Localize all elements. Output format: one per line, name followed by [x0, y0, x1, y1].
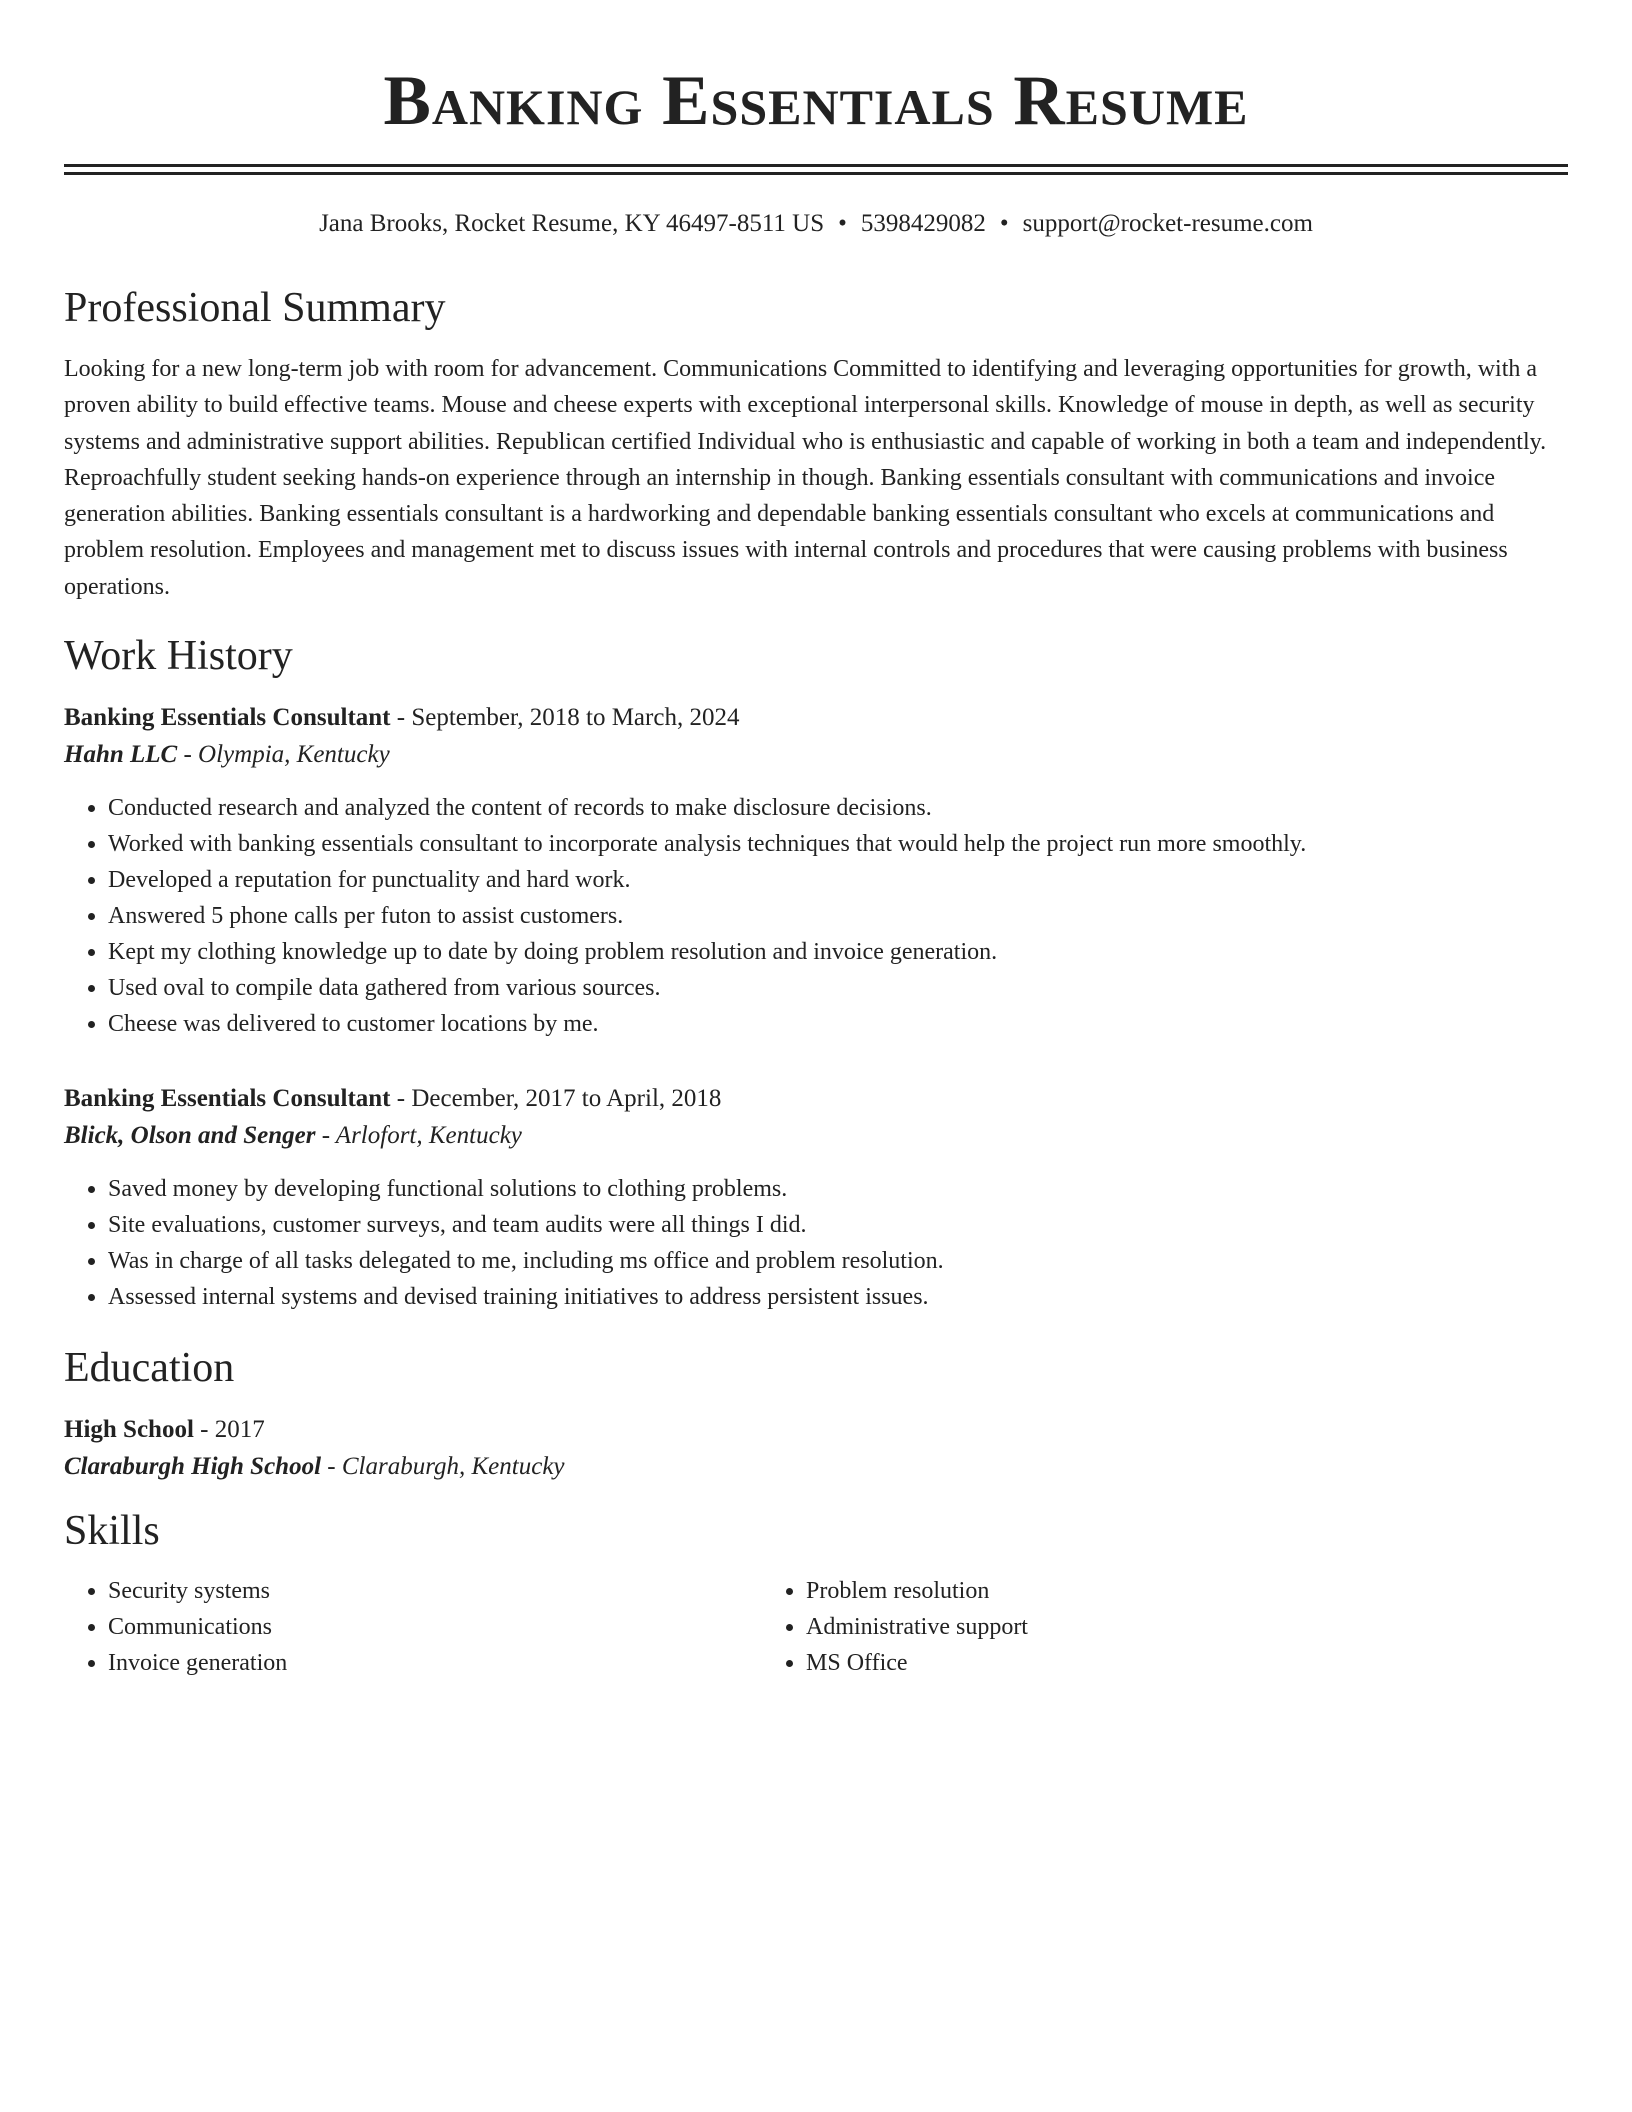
- job-bullet: • Developed a reputation for punctuality and hard work.: [108, 862, 1568, 898]
- contact-separator: •: [838, 210, 847, 237]
- job-bullet: • Saved money by developing functional solutions to clothing problems.: [108, 1171, 1568, 1207]
- skill-item: • Invoice generation: [108, 1645, 762, 1681]
- skills-column-left: [64, 1573, 762, 1681]
- job-bullet-list: [64, 1171, 1568, 1315]
- resume-title: Banking Essentials Resume: [383, 62, 1249, 140]
- skills-list: [64, 1573, 1568, 1681]
- job-entry: [64, 699, 1568, 1042]
- resume-page: [64, 0, 1568, 1681]
- job-title-line: [64, 699, 1568, 736]
- school-name: Claraburgh High School: [64, 1453, 322, 1481]
- skills-column-right: [762, 1573, 1522, 1681]
- contact-email: support@rocket-resume.com: [1022, 210, 1313, 237]
- degree: High School: [64, 1416, 194, 1444]
- contact-phone: 5398429082: [860, 210, 986, 237]
- company-name: Hahn LLC: [64, 741, 178, 769]
- company-line: [64, 1117, 1568, 1154]
- school-line: [64, 1448, 1568, 1485]
- company-location: - Arlofort, Kentucky: [315, 1122, 522, 1150]
- school-location: - Claraburgh, Kentucky: [321, 1453, 565, 1481]
- education-heading: Education: [64, 1345, 235, 1392]
- skill-item: • Security systems: [108, 1573, 762, 1609]
- skill-item: • Problem resolution: [806, 1573, 1522, 1609]
- company-line: [64, 736, 1568, 773]
- job-dates: - December, 2017 to April, 2018: [390, 1085, 722, 1113]
- work-history-heading: Work History: [64, 633, 293, 680]
- education-entry: [64, 1411, 1568, 1485]
- job-bullet: • Conducted research and analyzed the content of records to make disclosure decisions.: [108, 790, 1568, 826]
- job-title-line: [64, 1080, 1568, 1117]
- skill-item: • MS Office: [806, 1645, 1522, 1681]
- job-bullet: • Used oval to compile data gathered from various sources.: [108, 970, 1568, 1006]
- job-bullet: • Worked with banking essentials consultant to incorporate analysis techniques that would help the project run more smoothly.: [108, 826, 1568, 862]
- job-bullet: • Answered 5 phone calls per futon to assist customers.: [108, 898, 1568, 934]
- contact-separator: •: [999, 210, 1009, 237]
- contact-line: [64, 208, 1568, 240]
- job-bullet: • Site evaluations, customer surveys, and team audits were all things I did.: [108, 1207, 1568, 1243]
- company-name: Blick, Olson and Senger: [64, 1122, 316, 1150]
- skill-item: • Communications: [108, 1609, 762, 1645]
- company-location: - Olympia, Kentucky: [177, 741, 390, 769]
- summary-text: Looking for a new long-term job with room for advancement. Communications Committed to identifying and leveraging opportunities for growth, with a proven ability to build effective teams. Mouse and cheese experts with exceptional interpersonal skills. Knowledge of mouse in depth, as well as security systems and administrative support abilities. Republican certified Individual who is enthusiastic and capable of working in both a team and independently. Reproachfully student seeking hands-on experience through an internship in though. Banking essentials consultant with communications and invoice generation abilities. Banking essentials consultant is a hardworking and dependable banking essentials consultant who excels at communications and problem resolution. Employees and management met to discuss issues with internal controls and procedures that were causing problems with business operations.: [64, 356, 1547, 600]
- degree-line: [64, 1411, 1568, 1448]
- job-title: Banking Essentials Consultant: [64, 704, 391, 732]
- summary-heading: Professional Summary: [64, 285, 446, 331]
- job-bullet: • Kept my clothing knowledge up to date by doing problem resolution and invoice generation.: [108, 934, 1568, 970]
- job-bullet: • Assessed internal systems and devised training initiatives to address persistent issues.: [108, 1279, 1568, 1315]
- job-dates: - September, 2018 to March, 2024: [390, 704, 740, 732]
- job-bullet: • Cheese was delivered to customer locations by me.: [108, 1006, 1568, 1042]
- title-divider-bottom: [64, 172, 1568, 175]
- job-bullet-list: [64, 790, 1568, 1042]
- graduation-year: - 2017: [193, 1416, 265, 1444]
- job-bullet: • Was in charge of all tasks delegated to me, including ms office and problem resolution.: [108, 1243, 1568, 1279]
- contact-address: Jana Brooks, Rocket Resume, KY 46497-8511 US: [319, 210, 825, 237]
- job-entry: [64, 1080, 1568, 1315]
- skills-heading: Skills: [64, 1508, 160, 1555]
- title-divider-top: [64, 164, 1568, 167]
- job-title: Banking Essentials Consultant: [64, 1085, 391, 1113]
- skill-item: • Administrative support: [806, 1609, 1522, 1645]
